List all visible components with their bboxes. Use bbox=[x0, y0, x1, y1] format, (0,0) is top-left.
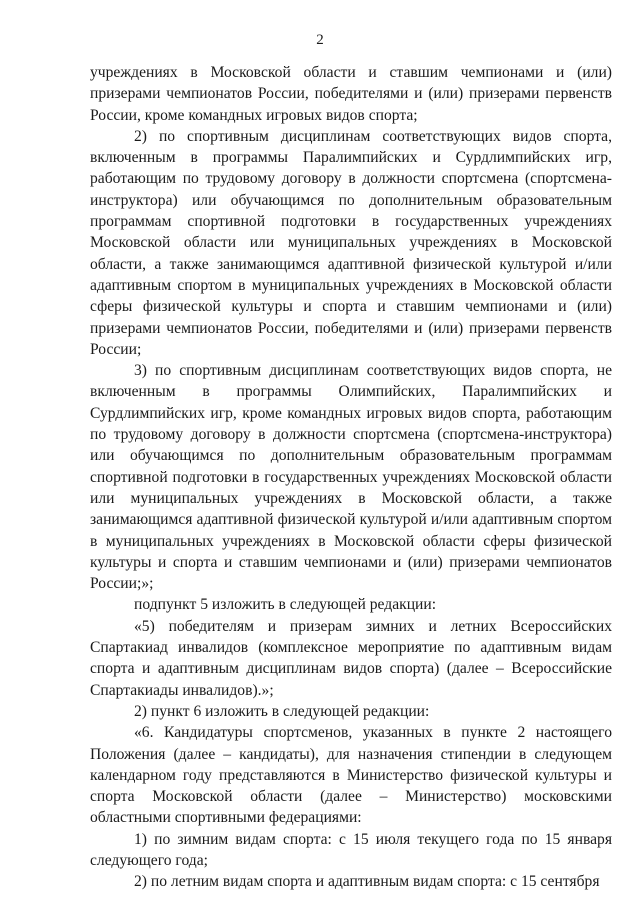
paragraph-item-3: 3) по спортивным дисциплинам соответствующих видов спорта, не включенным в программы Олимпийских, Паралимпийских и Сурдлимпийских игр, кроме командных игровых видов спорта, работающим по трудовому договору в должности спортсмена (спортсмена-инструктора) или обучающимся по дополнительным образовательным программам спортивной подготовки в государственных учреждениях Московской области или муниципальных учреждениях в Московской области, а также занимающимся адаптивной физической культурой и/или адаптивным спортом в муниципальных учреждениях в Московской области сферы физической культуры и спорта и ставшим чемпионами и (или) призерами чемпионатов России;»; bbox=[90, 362, 612, 593]
page-number: 2 bbox=[316, 32, 324, 48]
paragraph-item-2: 2) по спортивным дисциплинам соответствующих видов спорта, включенным в программы Паралимпийских и Сурдлимпийских игр, работающим по трудовому договору в должности спортсмена (спортсмена-инструктора) или обучающимся по дополнительным образовательным программам спортивной подготовки в государственных учреждениях Московской области или муниципальных учреждениях в Московской области, а также занимающимся адаптивной физической культурой и/или адаптивным спортом в муниципальных учреждениях в Московской области сферы физической культуры и спорта и ставшим чемпионами и (или) призерами чемпионатов России, победителями и (или) призерами первенств России; bbox=[90, 127, 612, 358]
paragraph-subitem-5-text: «5) победителям и призерам зимних и летних Всероссийских Спартакиад инвалидов (комплексное мероприятие по адаптивным видам спорта и адаптивным дисциплинам видов спорта) (далее – Всероссийские Спартакиады инвалидов).»; bbox=[90, 617, 612, 699]
paragraph-winter-sports: 1) по зимним видам спорта: с 15 июля текущего года по 15 января следующего года; bbox=[90, 830, 612, 869]
paragraph-point-6-text: «6. Кандидатуры спортсменов, указанных в пункте 2 настоящего Положения (далее – кандидаты), для назначения стипендии в следующем календарном году представляются в Министерство физической культуры и спорта Московской области (далее – Министерство) московскими областными спортивными федерациями: bbox=[90, 724, 612, 827]
paragraph-subitem-5-instruction: подпункт 5 изложить в следующей редакции: bbox=[134, 596, 437, 614]
paragraph-point-6-instruction: 2) пункт 6 изложить в следующей редакции: bbox=[134, 702, 430, 720]
document-body bbox=[90, 62, 612, 893]
paragraph-summer-sports: 2) по летним видам спорта и адаптивным видам спорта: с 15 сентября bbox=[134, 873, 600, 891]
paragraph-continuation: учреждениях в Московской области и ставшим чемпионами и (или) призерами чемпионатов России, победителями и (или) призерами первенств России, кроме командных игровых видов спорта; bbox=[90, 64, 612, 124]
